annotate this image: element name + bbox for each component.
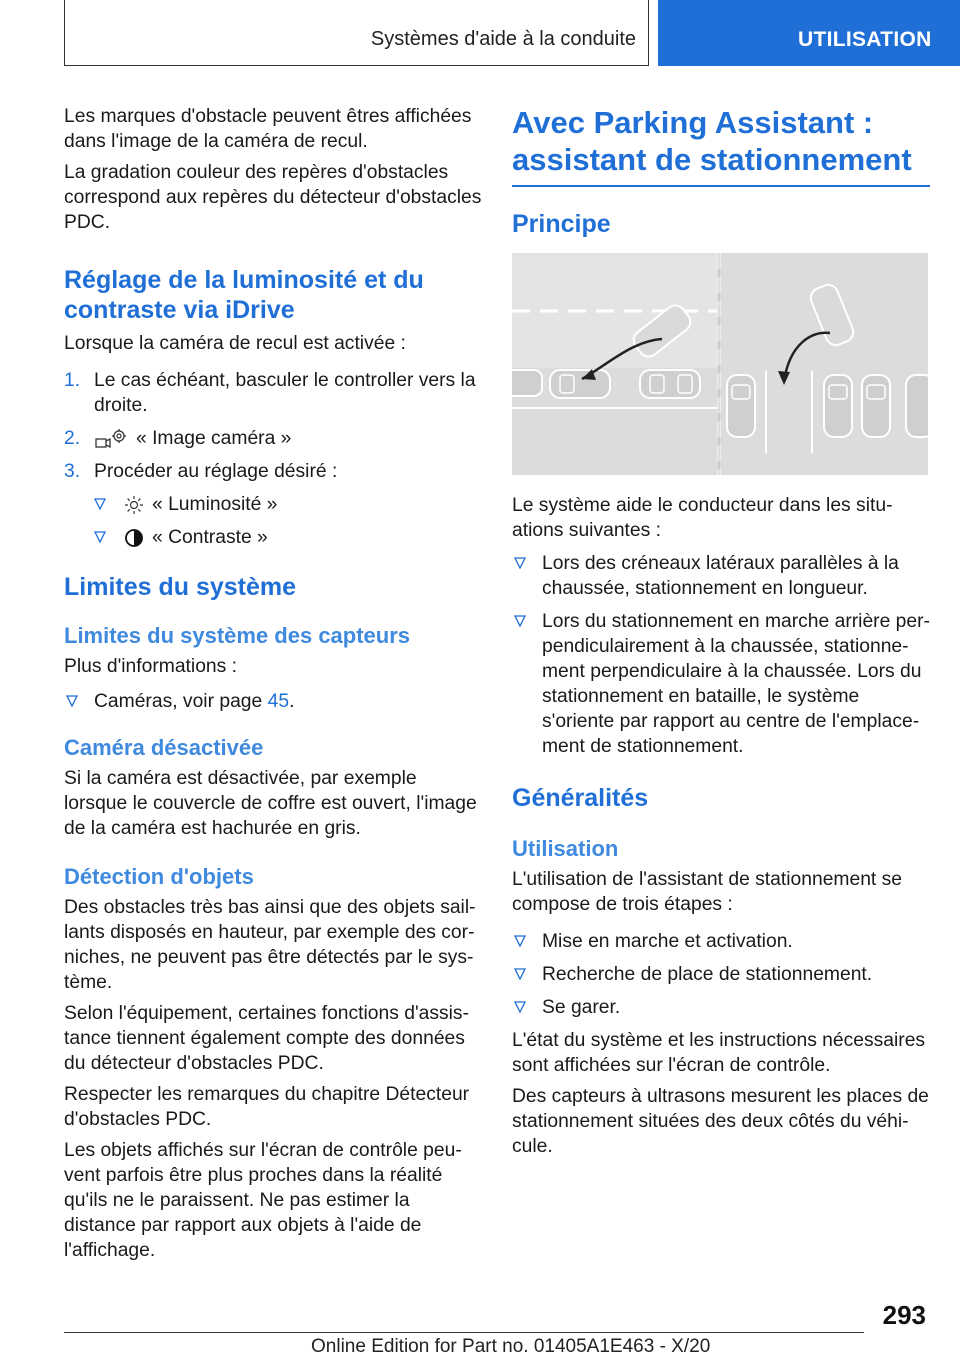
footer-edition: Online Edition for Part no. 01405A1E463 - X/20 (311, 1336, 711, 1357)
heading-generalites: Généralités (512, 784, 649, 812)
step-number: 2. (64, 428, 81, 449)
step-text: « Image caméra » (136, 428, 292, 449)
bullet-text-end: . (289, 691, 295, 712)
paragraph: Des capteurs à ultrasons mesurent les places de stationnement situées des deux côtés du véhicule. (512, 1086, 929, 1157)
step-item (64, 368, 482, 418)
substep-text: « Luminosité » (152, 494, 278, 515)
heading-capteurs: Limites du système des capteurs (64, 623, 411, 648)
header-tab-label: UTILISATION (798, 28, 932, 51)
step-number: 3. (64, 461, 81, 482)
paragraph: La gradation couleur des repères d'obstacles correspond aux repères du détecteur d'obstacles PDC. (64, 162, 482, 233)
triangle-bullet-icon (514, 557, 526, 569)
paragraph: Les marques d'obstacle peuvent êtres affichées dans l'image de la caméra de recul. (64, 106, 472, 152)
bullet-text: Lors du stationnement en marche arrière perpendiculairement à la chaussée, stationnement perpendiculaire à la chaussée. Lors du stationnement en bataille, le système s'oriente par rapport au centre de l'emplacement de stationnement. (542, 611, 930, 757)
bullet-item (512, 609, 930, 759)
paragraph: L'état du système et les instructions nécessaires sont affichées sur l'écran de contrôle. (512, 1030, 926, 1076)
paragraph: Selon l'équipement, certaines fonctions d'assistance tiennent également compte des données du détecteur d'obstacles PDC. (64, 1003, 469, 1074)
bullet-item (64, 689, 482, 714)
substep-text: « Contraste » (152, 527, 268, 548)
bullet-item (512, 995, 930, 1020)
heading-principe: Principe (512, 210, 611, 238)
bullet-text: Caméras, voir page (94, 691, 268, 712)
paragraph: Lorsque la caméra de recul est activée : (64, 333, 406, 354)
footer-divider (64, 1332, 864, 1333)
paragraph: Des obstacles très bas ainsi que des objets saillants disposés en hauteur, par exemple des corniches, ne peuvent pas être détectés par le système. (64, 897, 476, 993)
camera-settings-icon (94, 428, 128, 450)
bullet-text: Recherche de place de stationnement. (542, 964, 873, 985)
substep-item (92, 525, 482, 550)
triangle-bullet-icon (66, 695, 78, 707)
header-section-title: Systèmes d'aide à la conduite (370, 28, 636, 50)
bullet-text: Se garer. (542, 997, 621, 1018)
header-box (64, 0, 649, 66)
triangle-bullet-icon (514, 1001, 526, 1013)
page-link[interactable]: 45 (267, 691, 290, 712)
contrast-icon (124, 528, 144, 548)
left-column (64, 104, 482, 1269)
paragraph: Le système aide le conducteur dans les situations suivantes : (512, 495, 893, 541)
heading-desactivee: Caméra désactivée (64, 735, 264, 760)
step-text: Procéder au réglage désiré : (94, 461, 338, 482)
step-item (64, 426, 482, 451)
page-number: 293 (882, 1300, 926, 1330)
step-item (64, 459, 482, 484)
triangle-bullet-icon (514, 968, 526, 980)
heading-detection: Détection d'objets (64, 864, 254, 889)
step-number: 1. (64, 370, 81, 391)
paragraph: Les objets affichés sur l'écran de contrôle peuvent parfois être plus proches dans la réalité qu'ils ne le paraissent. Ne pas estimer la distance par rapport aux objets à l'aide de l'affichage. (64, 1140, 462, 1261)
triangle-bullet-icon (514, 935, 526, 947)
paragraph: Plus d'informations : (64, 656, 238, 677)
triangle-bullet-icon (514, 615, 526, 627)
heading-parking-assistant: Avec Parking Assistant : assistant de stationnement (512, 104, 930, 187)
header-tab (658, 0, 960, 66)
step-text: Le cas échéant, basculer le controller vers la droite. (94, 370, 476, 416)
bullet-item (512, 929, 930, 954)
triangle-bullet-icon (94, 531, 106, 543)
heading-luminosite: Réglage de la luminosité et du contraste via iDrive (64, 266, 424, 324)
bullet-text: Lors des créneaux latéraux parallèles à la chaussée, stationnement en longueur. (542, 553, 899, 599)
paragraph: Si la caméra est désactivée, par exemple lorsque le couvercle de coffre est ouvert, l'image de la caméra est hachurée en gris. (64, 768, 477, 839)
substep-item (92, 492, 482, 517)
parking-illustration (512, 253, 928, 475)
paragraph: L'utilisation de l'assistant de stationnement se compose de trois étapes : (512, 869, 903, 915)
right-column (512, 104, 930, 1165)
parking-diagram (512, 253, 928, 475)
sun-icon (124, 495, 144, 515)
heading-limites: Limites du système (64, 573, 297, 601)
bullet-item (512, 551, 930, 601)
paragraph: Respecter les remarques du chapitre Détecteur d'obstacles PDC. (64, 1084, 470, 1130)
heading-utilisation: Utilisation (512, 836, 619, 861)
bullet-text: Mise en marche et activation. (542, 931, 793, 952)
bullet-item (512, 962, 930, 987)
triangle-bullet-icon (94, 498, 106, 510)
